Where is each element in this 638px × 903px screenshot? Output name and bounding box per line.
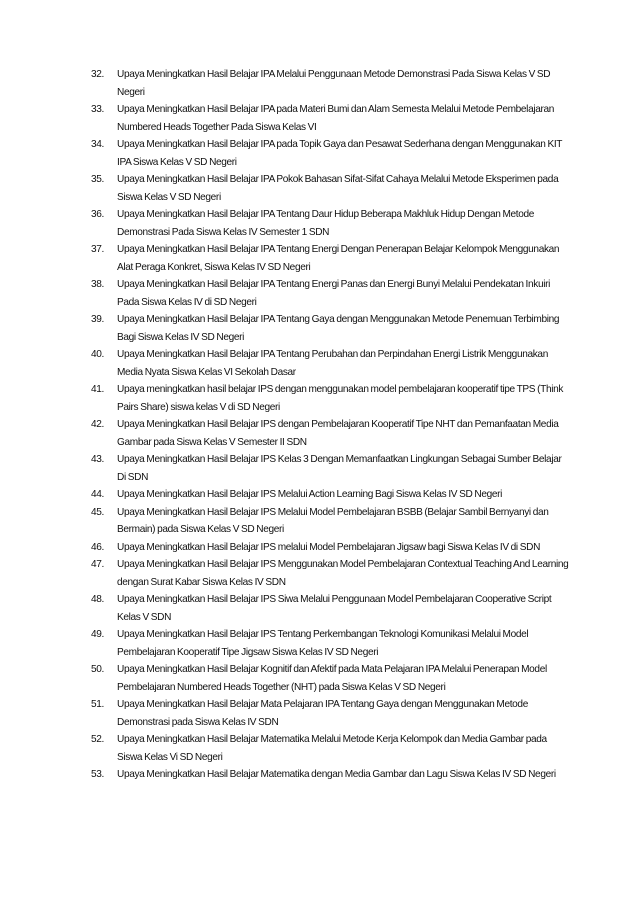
item-title: Upaya Meningkatkan Hasil Belajar IPS Tentang Perkembangan Teknologi Komunikasi Melalui Model Pembelajaran Kooperatif Tipe Jigsaw Siswa Kelas IV SD Negeri [117,629,529,658]
list-item [91,766,571,784]
list-item [91,539,571,557]
item-title: Upaya Meningkatkan Hasil Belajar IPS Melalui Action Learning Bagi Siswa Kelas IV SD Negeri [117,489,503,500]
item-title: Upaya Meningkatkan Hasil Belajar IPS dengan Pembelajaran Kooperatif Tipe NHT dan Pemanfaatan Media Gambar pada Siswa Kelas V Semester II SDN [117,419,559,448]
list-item [91,416,571,451]
item-title: Upaya Meningkatkan Hasil Belajar Matematika dengan Media Gambar dan Lagu Siswa Kelas IV SD Negeri [117,769,556,780]
list-item [91,311,571,346]
item-number: 47. [91,559,104,570]
item-number: 32. [91,69,104,80]
list-item [91,346,571,381]
list-item [91,451,571,486]
item-number: 34. [91,139,104,150]
item-number: 51. [91,699,104,710]
item-number: 49. [91,629,104,640]
item-number: 40. [91,349,104,360]
list-item [91,696,571,731]
item-title: Upaya Meningkatkan Hasil Belajar IPA Tentang Perubahan dan Perpindahan Energi Listrik Menggunakan Media Nyata Siswa Kelas VI Sekolah Dasar [117,349,548,378]
item-number: 41. [91,384,104,395]
list-item [91,504,571,539]
item-number: 36. [91,209,104,220]
item-number: 42. [91,419,104,430]
list-item [91,171,571,206]
item-title: Upaya Meningkatkan Hasil Belajar IPS Melalui Model Pembelajaran BSBB (Belajar Sambil Bernyanyi dan Bermain) pada Siswa Kelas V SD Negeri [117,506,549,535]
item-number: 35. [91,174,104,185]
item-title: Upaya Meningkatkan Hasil Belajar IPS Siwa Melalui Penggunaan Model Pembelajaran Cooperative Script Kelas V SDN [117,594,552,623]
item-number: 37. [91,244,104,255]
list-item [91,101,571,136]
item-title: Upaya meningkatkan hasil belajar IPS dengan menggunakan model pembelajaran kooperatif tipe TPS (Think Pairs Share) siswa kelas V di SD Negeri [117,384,564,413]
item-number: 50. [91,664,104,675]
item-number: 33. [91,104,104,115]
item-title: Upaya Meningkatkan Hasil Belajar IPA Melalui Penggunaan Metode Demonstrasi Pada Siswa Kelas V SD Negeri [117,69,551,98]
list-item [91,556,571,591]
item-title: Upaya Meningkatkan Hasil Belajar IPA pada Topik Gaya dan Pesawat Sederhana dengan Menggunakan KIT IPA Siswa Kelas V SD Negeri [117,139,562,168]
item-number: 43. [91,454,104,465]
list-item [91,591,571,626]
item-number: 48. [91,594,104,605]
list-item [91,206,571,241]
list-item [91,731,571,766]
item-title: Upaya Meningkatkan Hasil Belajar IPA pada Materi Bumi dan Alam Semesta Melalui Metode Pembelajaran Numbered Heads Together Pada Siswa Kelas VI [117,104,555,133]
item-title: Upaya Meningkatkan Hasil Belajar IPS melalui Model Pembelajaran Jigsaw bagi Siswa Kelas IV di SDN [117,541,541,553]
item-number: 52. [91,734,104,745]
item-title: Upaya Meningkatkan Hasil Belajar IPA Tentang Daur Hidup Beberapa Makhluk Hidup Dengan Metode Demonstrasi Pada Siswa Kelas IV Semester 1 SDN [117,209,535,238]
item-number: 44. [91,489,104,500]
item-number: 45. [91,506,104,518]
item-title: Upaya Meningkatkan Hasil Belajar IPA Tentang Gaya dengan Menggunakan Metode Penemuan Terbimbing Bagi Siswa Kelas IV SD Negeri [117,314,560,343]
list-item [91,276,571,311]
list-item [91,661,571,696]
item-title: Upaya Meningkatkan Hasil Belajar IPS Menggunakan Model Pembelajaran Contextual Teaching And Learning dengan Surat Kabar Siswa Kelas IV SDN [117,559,569,588]
list-item [91,241,571,276]
item-number: 53. [91,769,104,780]
item-title: Upaya Meningkatkan Hasil Belajar IPS Kelas 3 Dengan Memanfaatkan Lingkungan Sebagai Sumber Belajar Di SDN [117,454,562,483]
item-title: Upaya Meningkatkan Hasil Belajar IPA Tentang Energi Dengan Penerapan Belajar Kelompok Menggunakan Alat Peraga Konkret, Siswa Kelas IV SD Negeri [117,244,560,273]
item-title: Upaya Meningkatkan Hasil Belajar Mata Pelajaran IPA Tentang Gaya dengan Menggunakan Metode Demonstrasi pada Siswa Kelas IV SDN [117,699,528,728]
title-list [91,66,571,784]
item-title: Upaya Meningkatkan Hasil Belajar Kognitif dan Afektif pada Mata Pelajaran IPA Melalui Penerapan Model Pembelajaran Numbered Heads Together (NHT) pada Siswa Kelas V SD Negeri [117,664,547,693]
list-item [91,66,571,101]
item-title: Upaya Meningkatkan Hasil Belajar Matematika Melalui Metode Kerja Kelompok dan Media Gambar pada Siswa Kelas Vi SD Negeri [117,734,547,763]
list-item [91,381,571,416]
item-title: Upaya Meningkatkan Hasil Belajar IPA Pokok Bahasan Sifat-Sifat Cahaya Melalui Metode Eksperimen pada Siswa Kelas V SD Negeri [117,174,559,203]
list-item [91,136,571,171]
item-title: Upaya Meningkatkan Hasil Belajar IPA Tentang Energi Panas dan Energi Bunyi Melalui Pendekatan Inkuiri Pada Siswa Kelas IV di SD Negeri [117,279,551,308]
list-item [91,626,571,661]
item-number: 46. [91,541,104,553]
item-number: 39. [91,314,104,325]
list-item [91,486,571,504]
item-number: 38. [91,279,104,290]
